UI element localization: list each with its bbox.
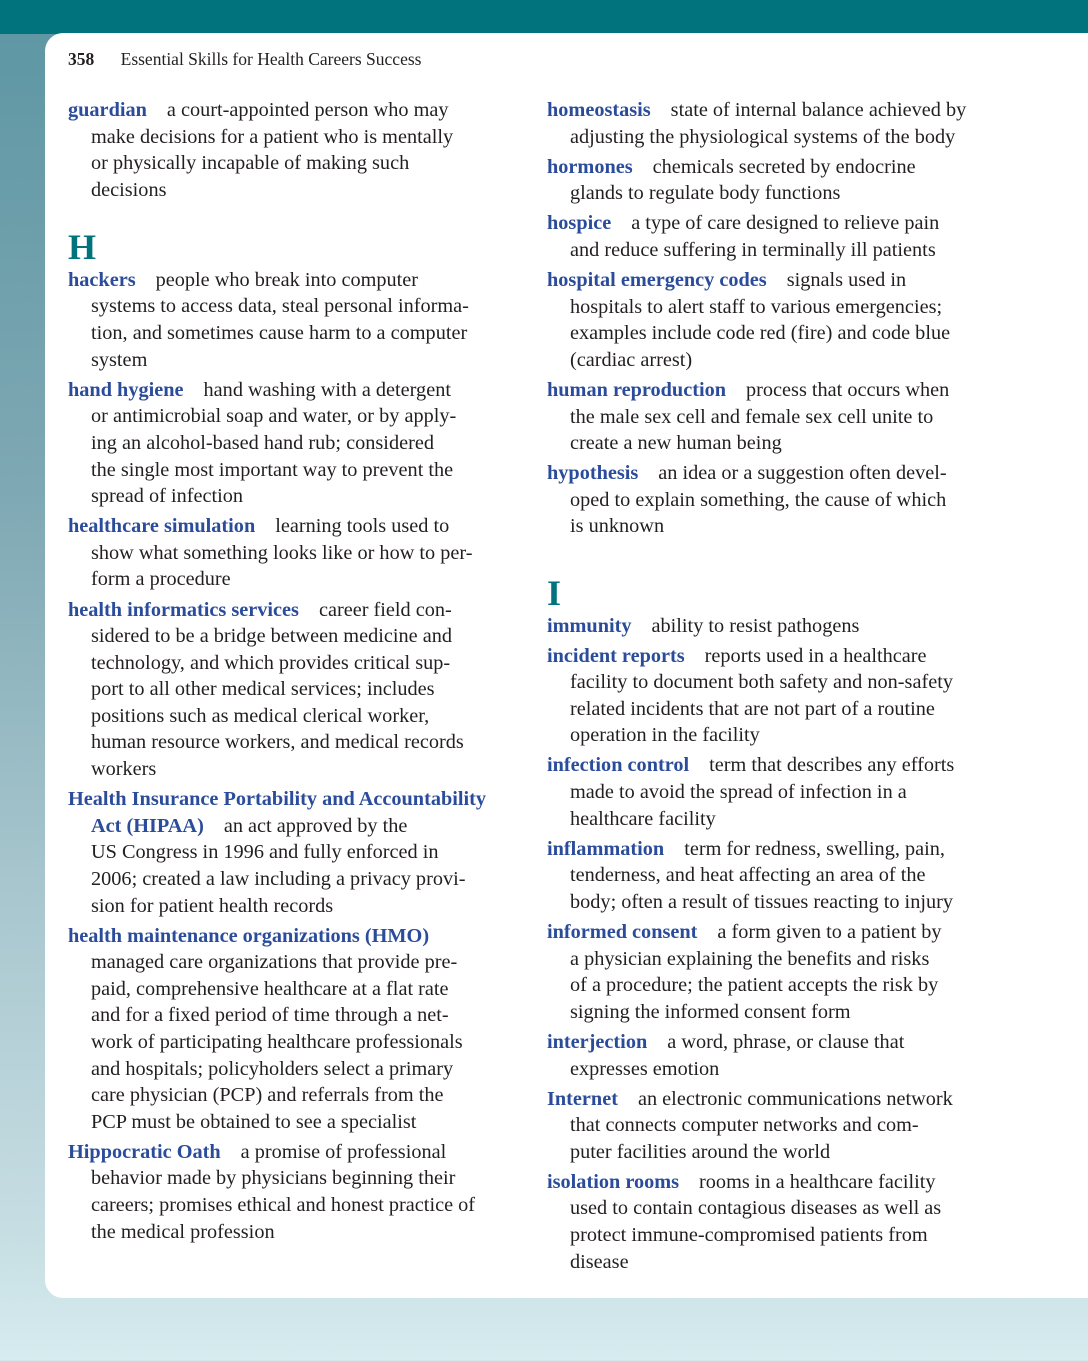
definition-line: create a new human being [570,432,782,455]
entry-line [547,836,1017,863]
definition-text: a word, phrase, or clause that [667,1030,905,1053]
entry-line [68,923,538,950]
definition-line: protect immune-compromised patients from [570,1224,928,1247]
definition-line: behavior made by physicians beginning their [91,1167,456,1190]
definition-line: 2006; created a law including a privacy provi- [91,867,466,890]
definition-text: career field con- [318,598,452,621]
glossary-entry [547,97,1017,150]
definition-line: tenderness, and heat affecting an area of the [570,864,926,887]
glossary-entry [547,377,1017,457]
section-letter-h: H [68,226,97,267]
definition-line: and hospitals; policyholders select a primary [91,1057,454,1080]
glossary-entry [547,210,1017,263]
definition-line: expresses emotion [570,1057,720,1080]
definition-line: tion, and sometimes cause harm to a computer [91,322,468,345]
definition-line: oped to explain something, the cause of which [570,488,947,511]
definition-text: an idea or a suggestion often devel- [658,462,947,485]
glossary-entry [547,613,1017,640]
glossary-entry [68,267,538,373]
definition-line: operation in the facility [570,724,760,747]
entry-line [547,613,1017,640]
glossary-entry [547,460,1017,540]
glossary-term: hospital emergency codes [547,269,767,292]
definition-text: term that describes any efforts [709,754,955,777]
definition-line: ing an alcohol-based hand rub; considered [91,431,434,454]
definition-line: PCP must be obtained to see a specialist [91,1110,417,1133]
glossary-term: incident reports [547,644,685,667]
definition-line: paid, comprehensive healthcare at a flat rate [91,977,449,1000]
entry-line [547,1169,1017,1196]
glossary-entry [68,786,538,919]
definition-line: spread of infection [91,485,244,508]
definition-text: chemicals secreted by endocrine [652,155,916,178]
definition-text: state of internal balance achieved by [670,99,967,121]
glossary-term: healthcare simulation [68,515,256,538]
definition-line: signing the informed consent form [570,1000,851,1023]
definition-line: show what something looks like or how to per- [91,541,473,564]
definition-text: learning tools used to [275,515,450,538]
definition-text: signals used in [786,269,907,292]
glossary-term: isolation rooms [547,1170,680,1193]
glossary-term: informed consent [547,921,698,944]
glossary-term: human reproduction [547,378,727,401]
definition-line: sidered to be a bridge between medicine and [91,625,452,648]
top-color-band [0,0,1088,34]
definition-line: that connects computer networks and com- [570,1114,919,1137]
page-number: 358 [68,49,95,69]
glossary-entry [547,1169,1017,1275]
definition-line: glands to regulate body functions [570,182,841,205]
glossary-entry [547,919,1017,1025]
entry-line [547,752,1017,779]
glossary-term: hypothesis [547,462,639,485]
definition-text: a court-appointed person who may [166,99,449,121]
definition-line: or antimicrobial soap and water, or by apply- [91,405,457,428]
glossary-entry [547,154,1017,207]
entry-line [547,919,1017,946]
glossary-term: interjection [547,1030,648,1053]
definition-line: a physician explaining the benefits and risks [570,947,930,970]
definition-line: workers [91,758,157,781]
entry-line [68,513,538,540]
glossary-entry [68,1139,538,1245]
definition-line: body; often a result of tissues reacting to injury [570,890,954,913]
glossary-entry [68,597,538,783]
definition-text: people who break into computer [155,268,419,291]
entry-line [68,597,538,624]
entry-line [68,97,538,124]
definition-line: or physically incapable of making such [91,152,410,175]
definition-text: hand washing with a detergent [203,378,451,401]
definition-text: a type of care designed to relieve pain [631,212,940,235]
definition-line: technology, and which provides critical sup- [91,651,451,674]
definition-line: positions such as medical clerical worker, [91,704,430,727]
glossary-term: health maintenance organizations (HMO) [68,924,430,947]
definition-line: made to avoid the spread of infection in a [570,781,907,804]
glossary-term: hand hygiene [68,378,184,401]
glossary-column-right [547,97,1017,1279]
definition-line: decisions [91,178,167,201]
glossary-entry [547,752,1017,832]
glossary-entry [547,1029,1017,1082]
glossary-entry [68,923,538,1136]
entry-line [547,97,1017,124]
glossary-term: Hippocratic Oath [68,1140,221,1163]
definition-line: puter facilities around the world [570,1140,831,1163]
definition-line: the male sex cell and female sex cell unite to [570,405,934,428]
glossary-term: hormones [547,155,633,178]
entry-line [68,267,538,294]
definition-text: ability to resist pathogens [651,614,860,637]
glossary-term: hospice [547,212,612,235]
section-letter-i: I [547,572,562,613]
definition-line: care physician (PCP) and referrals from the [91,1084,444,1107]
running-head [68,49,421,70]
definition-text: an act approved by the [223,814,408,837]
definition-text: rooms in a healthcare facility [699,1170,936,1193]
book-title: Essential Skills for Health Careers Success [120,49,422,69]
definition-text: a promise of professional [240,1140,447,1163]
glossary-entry [547,267,1017,373]
definition-line: managed care organizations that provide pre- [91,951,458,974]
definition-line: used to contain contagious diseases as well as [570,1197,942,1220]
glossary-entry [68,97,538,203]
definition-line: of a procedure; the patient accepts the risk by [570,974,939,997]
definition-text: reports used in a healthcare [704,644,927,667]
entry-line [547,643,1017,670]
definition-line: adjusting the physiological systems of the body [570,125,956,148]
definition-line: systems to access data, steal personal informa- [91,295,469,318]
entry-line [547,267,1017,294]
glossary-term: immunity [547,614,632,637]
definition-line: related incidents that are not part of a routine [570,697,935,720]
entry-line [547,210,1017,237]
definition-line: port to all other medical services; includes [91,678,435,701]
glossary-term: infection control [547,754,690,777]
definition-line: hospitals to alert staff to various emergencies; [570,295,943,318]
entry-line [547,154,1017,181]
entry-line [68,377,538,404]
definition-line: is unknown [570,515,665,538]
definition-line: work of participating healthcare professionals [91,1031,463,1053]
definition-line: careers; promises ethical and honest practice of [91,1194,476,1217]
glossary-term: hackers [68,268,136,291]
definition-line: healthcare facility [570,807,716,830]
definition-line: system [91,348,148,371]
definition-text: term for redness, swelling, pain, [684,837,945,860]
definition-line: form a procedure [91,568,231,591]
glossary-entry [68,377,538,510]
definition-line: human resource workers, and medical records [91,731,464,754]
entry-line [547,1029,1017,1056]
glossary-entry [547,1086,1017,1166]
glossary-term: guardian [68,99,147,121]
definition-text: process that occurs when [746,378,950,401]
glossary-term: inflammation [547,837,665,860]
glossary-entry [547,836,1017,916]
glossary-term: Internet [547,1087,618,1110]
definition-line: facility to document both safety and non-safety [570,671,953,694]
glossary-entry [68,513,538,593]
definition-line: the medical profession [91,1220,275,1243]
definition-line: and reduce suffering in terminally ill patients [570,238,936,261]
entry-line [547,1086,1017,1113]
entry-line [68,813,538,840]
glossary-column-left [68,97,538,1249]
definition-line: make decisions for a patient who is mentally [91,125,454,148]
definition-line: US Congress in 1996 and fully enforced in [91,841,439,864]
glossary-term: health informatics services [68,598,299,621]
entry-line [547,460,1017,487]
glossary-entry [547,643,1017,749]
definition-line: the single most important way to prevent the [91,458,454,481]
entry-line [547,377,1017,404]
definition-text: an electronic communications network [637,1087,953,1110]
definition-line: sion for patient health records [91,894,334,917]
definition-line: disease [570,1250,629,1273]
definition-line: and for a fixed period of time through a net- [91,1004,449,1027]
definition-line: (cardiac arrest) [570,348,693,371]
glossary-term-continued: Act (HIPAA) [91,814,204,837]
definition-line: examples include code red (fire) and code blue [570,322,951,345]
glossary-term: homeostasis [547,99,651,121]
entry-line [68,1139,538,1166]
entry-line [68,786,538,813]
glossary-term: Health Insurance Portability and Accountability [68,788,487,811]
definition-text: a form given to a patient by [717,921,942,944]
